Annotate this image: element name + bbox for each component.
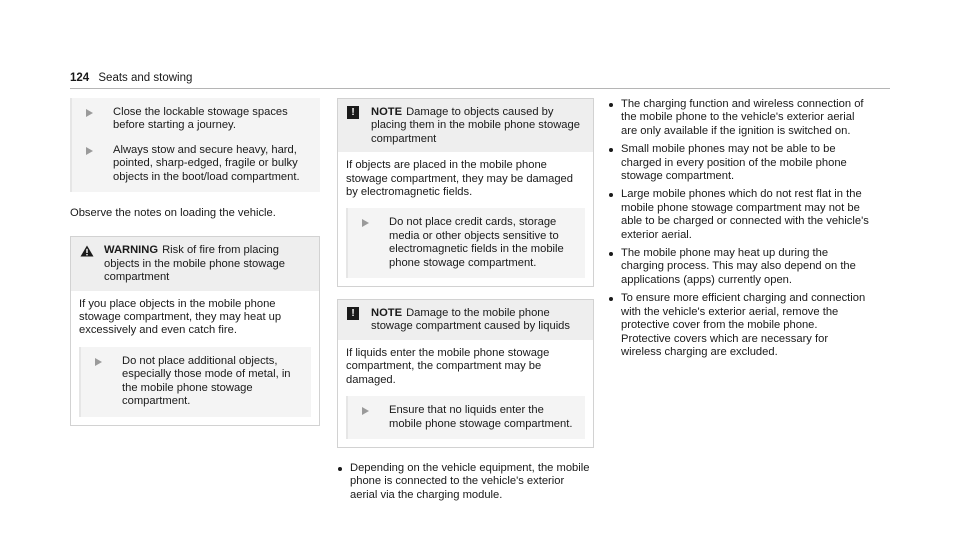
column-left <box>70 98 320 426</box>
note-title: Damage to objects caused by placing them in the mobile phone stowage compartment <box>371 106 580 145</box>
instruction-step <box>362 216 575 270</box>
bullet-list <box>608 98 870 359</box>
page-header <box>70 72 192 85</box>
warning-text: If you place objects in the mobile phone stowage compartment, they may heat up excessively and even catch fire. <box>79 297 282 337</box>
page-number: 124 <box>70 72 90 84</box>
list-item: The charging function and wireless connection of the mobile phone to the vehicle's exterior aerial are only available if the ignition is switched on. <box>608 98 870 138</box>
arrow-right-icon <box>95 358 102 366</box>
warning-title: Risk of fire from placing objects in the mobile phone stowage compartment <box>104 244 285 284</box>
header-divider <box>70 88 890 89</box>
list-item: Large mobile phones which do not rest flat in the mobile phone stowage compartment may not be able to be charged or connected with the vehicle's exterior aerial. <box>608 188 870 242</box>
warning-triangle-icon <box>80 245 94 257</box>
warning-box <box>70 236 320 425</box>
note-body <box>338 340 593 447</box>
note-box <box>337 98 594 287</box>
instruction-block <box>79 347 311 417</box>
step-text: Do not place credit cards, storage media or other objects sensitive to electromagnetic fields in the mobile phone stowage compartment. <box>389 216 564 269</box>
warning-label: WARNING <box>104 244 159 257</box>
note-text: If objects are placed in the mobile phone stowage compartment, they may be damaged by electromagnetic fields. <box>346 159 573 199</box>
note-label: NOTE <box>371 307 403 320</box>
note-label: NOTE <box>371 106 403 118</box>
warning-body <box>71 291 319 425</box>
instruction-step <box>86 144 310 184</box>
arrow-right-icon <box>362 219 369 227</box>
step-text: Do not place additional objects, especially those mode of metal, in the mobile phone stowage compartment. <box>122 354 291 408</box>
exclamation-square-icon: ! <box>347 307 359 320</box>
step-text: Always stow and secure heavy, hard, pointed, sharp-edged, fragile or bulky objects in the boot/load compartment. <box>113 143 300 183</box>
arrow-right-icon <box>362 407 369 415</box>
list-item: The mobile phone may heat up during the charging process. This may also depend on the applications (apps) currently open. <box>608 247 870 287</box>
instruction-step <box>362 404 575 431</box>
instruction-block <box>346 396 585 439</box>
list-item: Depending on the vehicle equipment, the mobile phone is connected to the vehicle's exterior aerial via the charging module. <box>337 462 594 502</box>
note-header <box>338 99 593 152</box>
instruction-step <box>86 106 310 133</box>
note-title: Damage to the mobile phone stowage compartment caused by liquids <box>371 307 570 333</box>
column-right <box>608 98 870 364</box>
exclamation-square-icon: ! <box>347 106 359 119</box>
note-box <box>337 299 594 448</box>
arrow-right-icon <box>86 147 93 155</box>
column-middle <box>337 98 594 507</box>
note-text: If liquids enter the mobile phone stowage compartment, the compartment may be damaged. <box>346 346 550 386</box>
instruction-block <box>70 98 320 192</box>
arrow-right-icon <box>86 109 93 117</box>
warning-header <box>71 237 319 290</box>
note-body <box>338 152 593 286</box>
step-text: Close the lockable stowage spaces before starting a journey. <box>113 106 288 132</box>
instruction-block <box>346 208 585 278</box>
step-text: Ensure that no liquids enter the mobile phone stowage compartment. <box>389 404 573 430</box>
bullet-list <box>337 462 594 502</box>
observe-text: Observe the notes on loading the vehicle. <box>70 207 276 220</box>
list-item: Small mobile phones may not be able to be charged in every position of the mobile phone stowage compartment. <box>608 143 870 183</box>
list-item: To ensure more efficient charging and connection with the vehicle's exterior aerial, remove the protective cover from the mobile phone. Protective covers which are necessary for wireless charging are excluded. <box>608 292 870 359</box>
section-title: Seats and stowing <box>98 72 193 84</box>
note-header <box>338 300 593 340</box>
instruction-step <box>95 355 301 409</box>
